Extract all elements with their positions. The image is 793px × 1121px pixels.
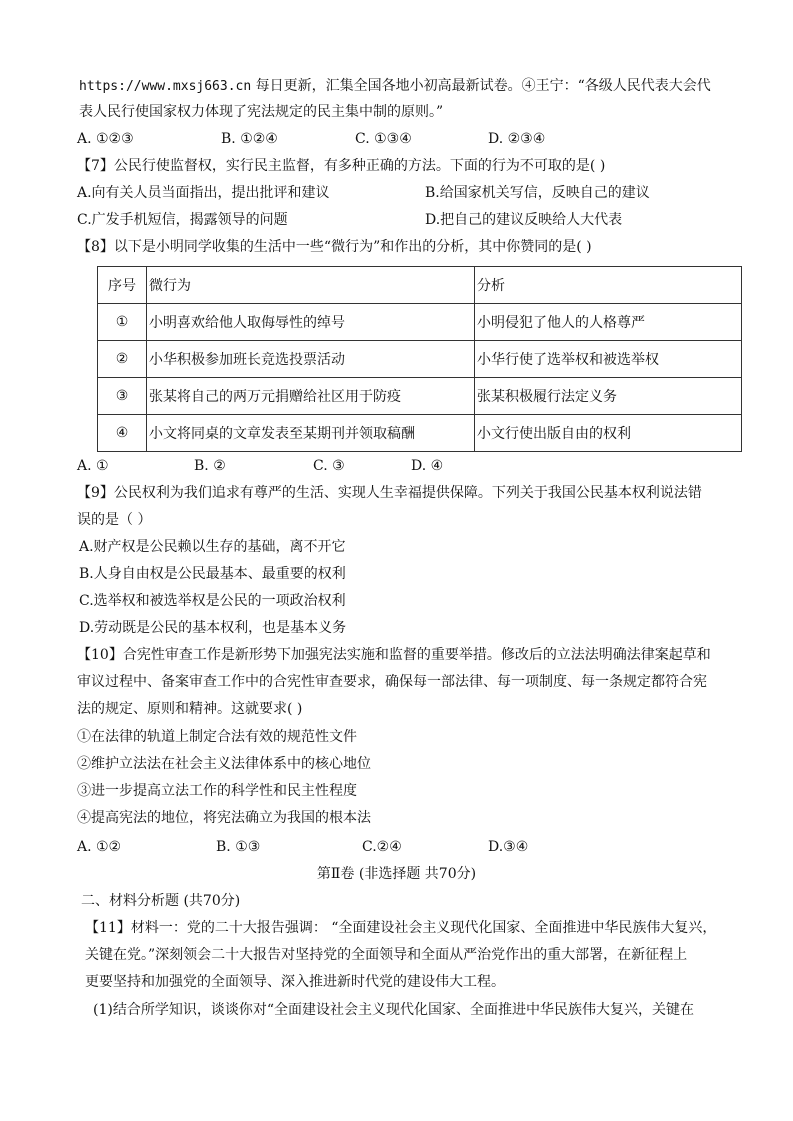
row-action: 小文将同桌的文章发表至某期刊并领取稿酬 <box>147 415 475 452</box>
q7-option-a: A.向有关人员当面指出，提出批评和建议 <box>77 185 330 201</box>
q10-item-2: ②维护立法法在社会主义法律体系中的核心地位 <box>77 756 371 772</box>
q10-option-b: B. ①③ <box>216 839 261 855</box>
q10-item-4: ④提高宪法的地位，将宪法确立为我国的根本法 <box>77 810 371 826</box>
q9-option-b: B.人身自由权是公民最基本、最重要的权利 <box>79 566 346 582</box>
row-action: 小华积极参加班长竞选投票活动 <box>147 341 475 378</box>
row-no: ③ <box>98 378 147 415</box>
table-row <box>98 341 742 378</box>
header-action: 微行为 <box>147 267 475 304</box>
q11-sub-1: (1)结合所学知识，谈谈你对“全面建设社会主义现代化国家、全面推进中华民族伟大复兴，关键在 <box>93 1002 694 1018</box>
q10-option-d: D.③④ <box>488 839 529 855</box>
q10-item-1: ①在法律的轨道上制定合法有效的规范性文件 <box>77 729 357 745</box>
table-header-row <box>98 267 742 304</box>
q7-stem: 【7】公民行使监督权，实行民主监督，有多种正确的方法。下面的行为不可取的是( ) <box>77 158 606 174</box>
table-row <box>98 378 742 415</box>
q10-item-3: ③进一步提高立法工作的科学性和民主性程度 <box>77 783 357 799</box>
q9-stem-line-1: 【9】公民权利为我们追求有尊严的生活、实现人生幸福提供保障。下列关于我国公民基本权利说法错 <box>77 485 702 501</box>
top-line-2: 表人民行使国家权力体现了宪法规定的民主集中制的原则。” <box>79 104 444 120</box>
q9-option-d: D.劳动既是公民的基本权利，也是基本义务 <box>79 620 347 636</box>
row-action: 小明喜欢给他人取侮辱性的绰号 <box>147 304 475 341</box>
top-option-d: D. ②③④ <box>488 131 546 147</box>
q8-table <box>97 266 742 452</box>
q9-stem-line-2: 误的是（ ） <box>77 512 152 528</box>
q11-line-3: 更要坚持和加强党的全面领导、深入推进新时代党的建设伟大工程。 <box>85 974 505 990</box>
row-analysis: 小明侵犯了他人的人格尊严 <box>475 304 742 341</box>
q10-stem-line-3: 法的规定、原则和精神。这就要求( ) <box>77 701 303 717</box>
q8-option-d: D. ④ <box>411 458 444 474</box>
row-no: ④ <box>98 415 147 452</box>
row-analysis: 张某积极履行法定义务 <box>475 378 742 415</box>
q9-option-c: C.选举权和被选举权是公民的一项政治权利 <box>79 593 346 609</box>
row-action: 张某将自己的两万元捐赠给社区用于防疫 <box>147 378 475 415</box>
table-row <box>98 304 742 341</box>
row-analysis: 小华行使了选举权和被选举权 <box>475 341 742 378</box>
q8-option-b: B. ② <box>194 458 226 474</box>
q10-option-a: A. ①② <box>77 839 122 855</box>
top-option-c: C. ①③④ <box>355 131 412 147</box>
q7-option-b: B.给国家机关写信，反映自己的建议 <box>425 185 650 201</box>
section-heading: 二、材料分析题 (共70分) <box>81 893 241 909</box>
q7-option-d: D.把自己的建议反映给人大代表 <box>425 212 623 228</box>
q8-option-a: A. ① <box>77 458 109 474</box>
top-option-a: A. ①②③ <box>77 131 134 147</box>
q9-option-a: A.财产权是公民赖以生存的基础，离不开它 <box>79 539 346 555</box>
top-option-b: B. ①②④ <box>221 131 278 147</box>
q11-line-2: 关键在党。”深刻领会二十大报告对坚持党的全面领导和全面从严治党作出的重大部署，在新征程上 <box>85 947 688 963</box>
row-analysis: 小文行使出版自由的权利 <box>475 415 742 452</box>
table-row <box>98 415 742 452</box>
part-two-title: 第Ⅱ卷 (非选择题 共70分) <box>316 866 477 882</box>
top-line-1 <box>79 76 711 97</box>
q11-line-1: 【11】材料一：党的二十大报告强调： “全面建设社会主义现代化国家、全面推进中华民族伟大复兴， <box>85 920 717 936</box>
row-no: ① <box>98 304 147 341</box>
q7-option-c: C.广发手机短信，揭露领导的问题 <box>77 212 288 228</box>
source-url[interactable]: https://www.mxsj663.cn <box>79 79 252 94</box>
q10-stem-line-1: 【10】合宪性审查工作是新形势下加强宪法实施和监督的重要举措。修改后的立法法明确法律案起草和 <box>77 647 711 663</box>
q8-option-c: C. ③ <box>313 458 345 474</box>
header-no: 序号 <box>98 267 147 304</box>
q10-option-c: C.②④ <box>362 839 402 855</box>
q8-stem: 【8】以下是小明同学收集的生活中一些“微行为”和作出的分析，其中你赞同的是( ) <box>77 239 592 255</box>
q10-stem-line-2: 审议过程中、备案审查工作中的合宪性审查要求，确保每一部法律、每一项制度、每一条规定都符合宪 <box>77 674 707 690</box>
top-line-1-text: 每日更新，汇集全国各地小初高最新试卷。④王宁：“各级人民代表大会代 <box>251 78 711 94</box>
row-no: ② <box>98 341 147 378</box>
header-analysis: 分析 <box>475 267 742 304</box>
